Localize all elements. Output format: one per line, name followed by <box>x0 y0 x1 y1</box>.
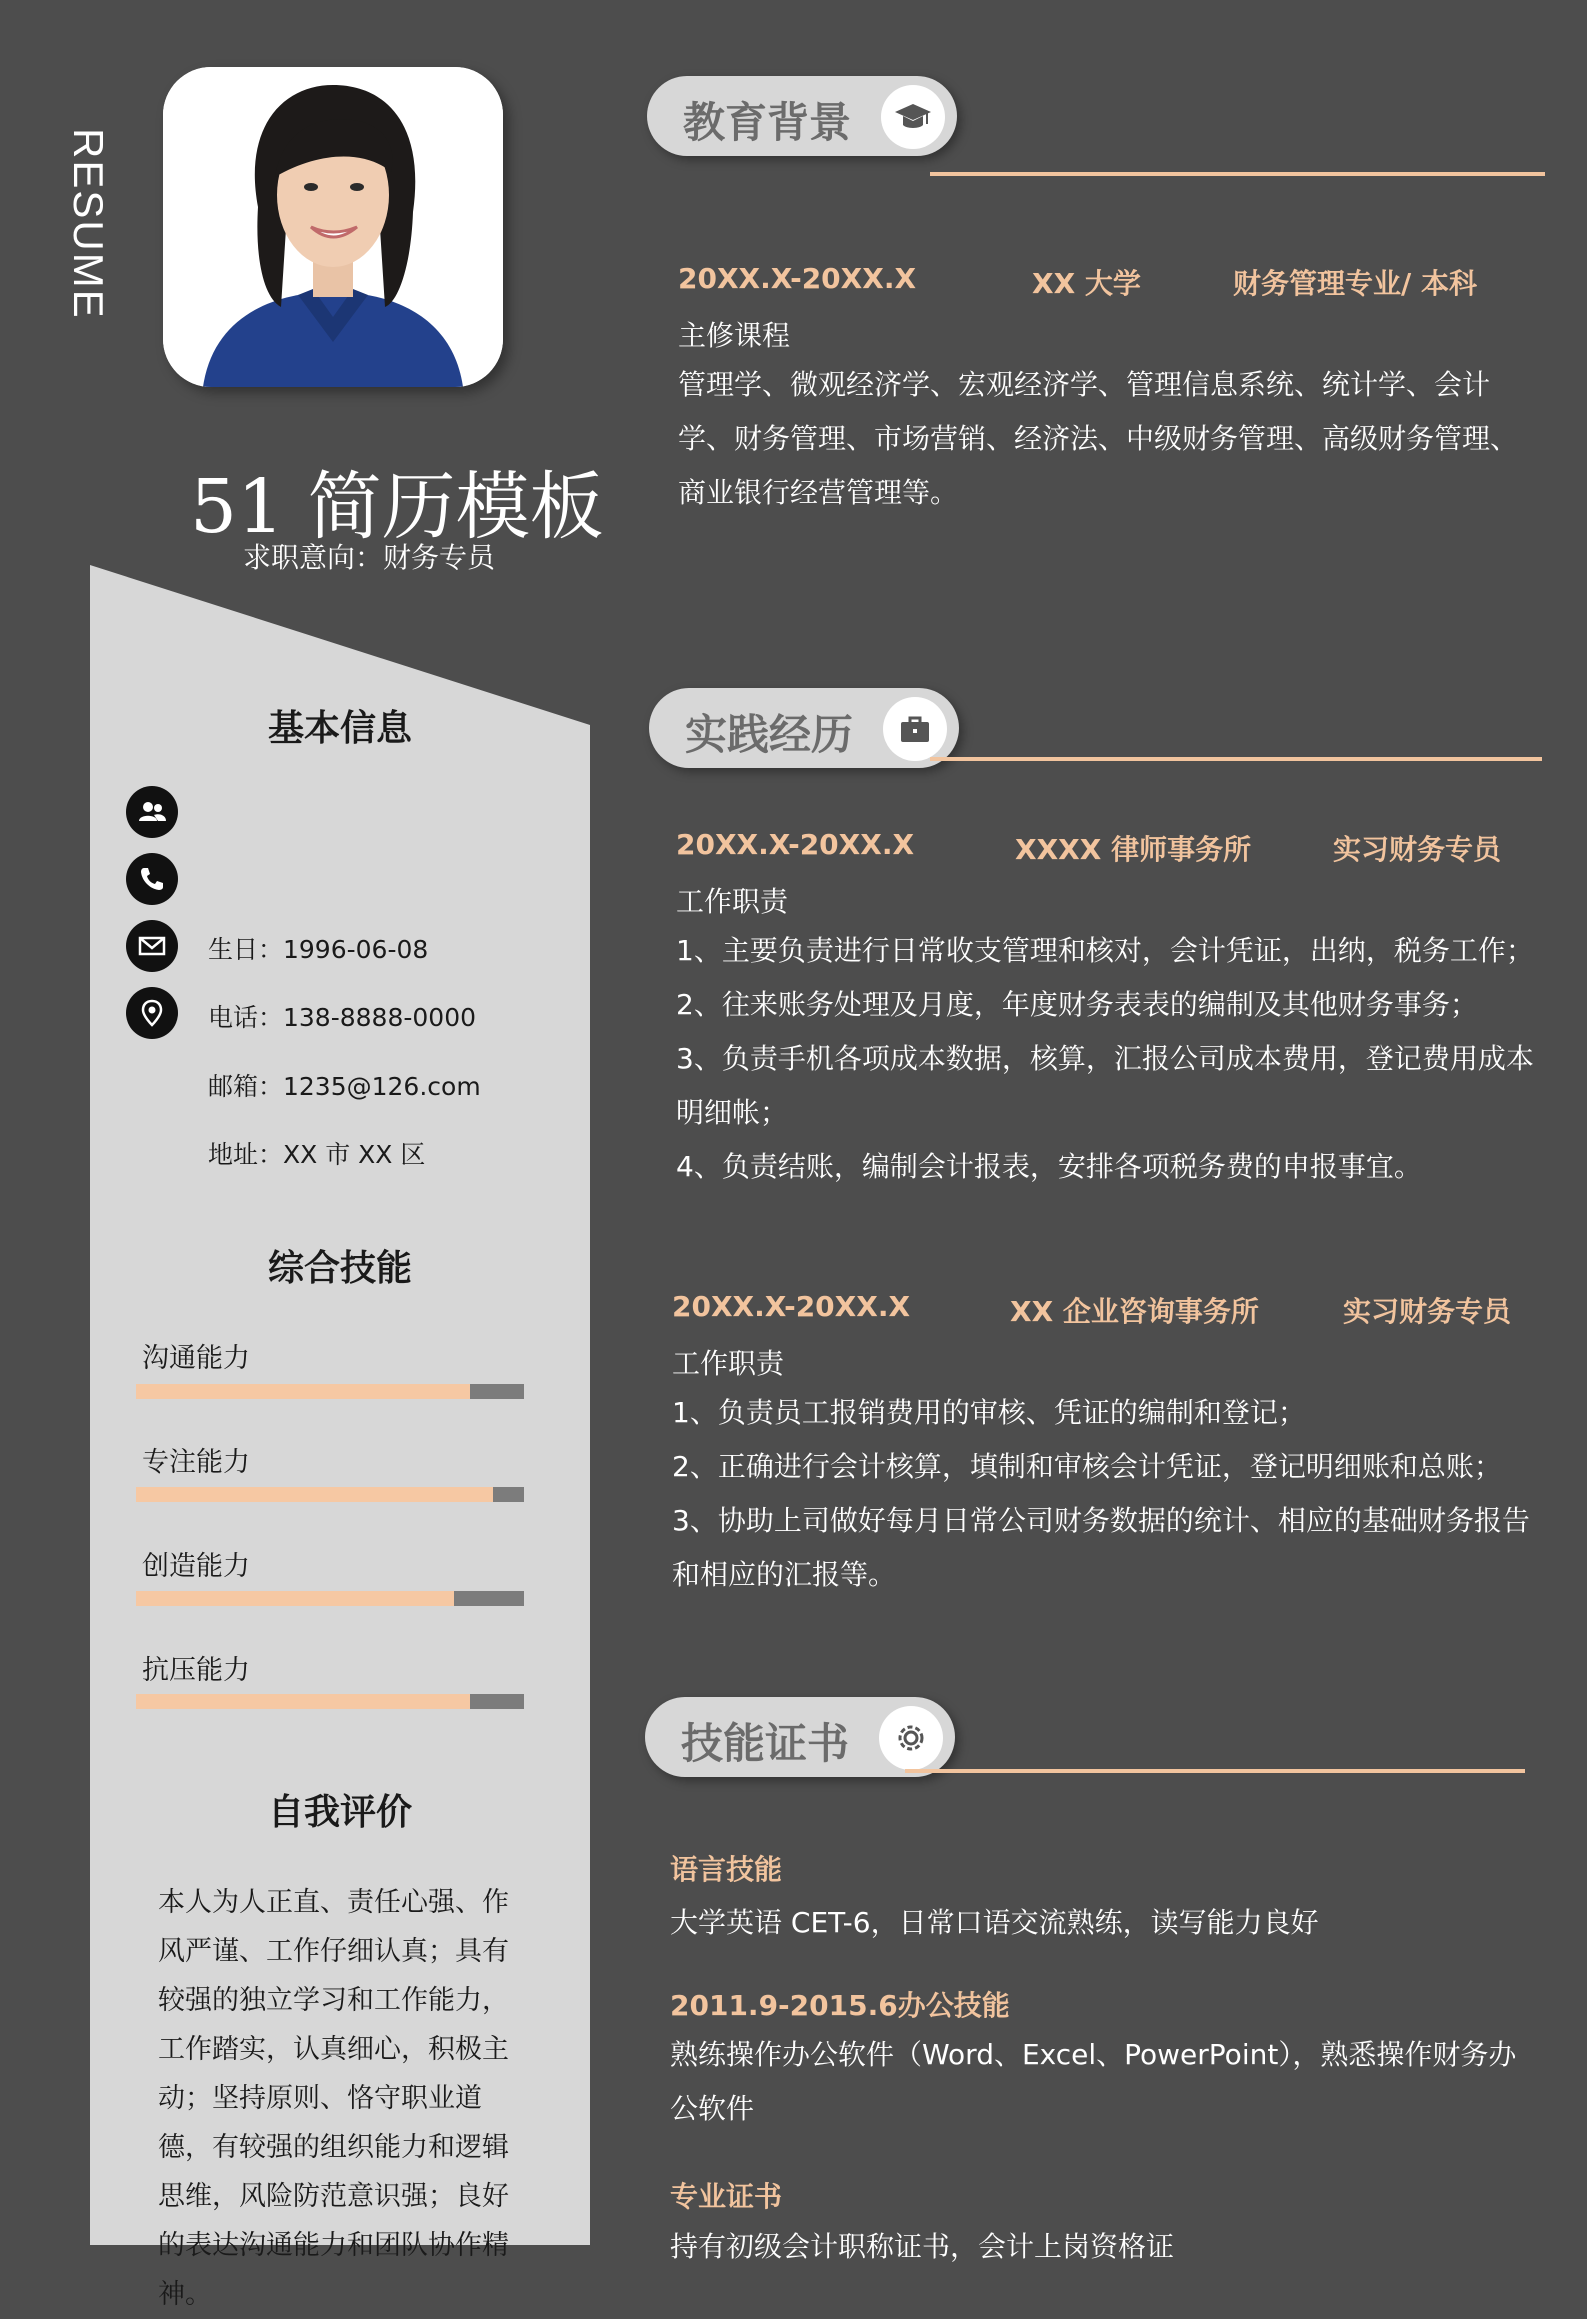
section-title: 教育背景 <box>683 98 852 147</box>
section-divider <box>905 1769 1525 1773</box>
certificates-header <box>645 1697 955 1777</box>
edu-school: XX 大学 <box>1032 267 1141 300</box>
duty-item: 3、负责手机各项成本数据，核算，汇报公司成本费用，登记费用成本明细帐； <box>676 1042 1534 1129</box>
skill-label: 沟通能力 <box>142 1343 250 1374</box>
phone-field: 电话：138-8888-0000 <box>208 1003 477 1032</box>
skill-bar-fill <box>136 1591 454 1606</box>
basic-info-title: 基本信息 <box>267 708 412 749</box>
pro-cert-text: 持有初级会计职称证书，会计上岗资格证 <box>670 2230 1175 2263</box>
profile-photo <box>163 67 503 387</box>
mail-icon <box>126 920 178 972</box>
edu-period: 20XX.X-20XX.X <box>678 262 917 295</box>
language-title: 语言技能 <box>670 1853 783 1886</box>
exp-role: 实习财务专员 <box>1343 1295 1512 1328</box>
office-title: 2011.9-2015.6办公技能 <box>670 1989 1010 2022</box>
address-field: 地址：XX 市 XX 区 <box>208 1140 426 1169</box>
duty-item: 2、往来账务处理及月度，年度财务表表的编制及其他财务事务； <box>676 988 1478 1021</box>
edu-major: 财务管理专业/ 本科 <box>1233 267 1477 300</box>
section-divider <box>930 172 1545 176</box>
skill-bar <box>136 1384 524 1399</box>
birthday-field: 生日：1996-06-08 <box>208 935 429 964</box>
self-eval-text: 本人为人正直、责任心强、作风严谨、工作仔细认真；具有较强的独立学习和工作能力，工作踏实，认真细心，积极主动；坚持原则、恪守职业道德，有较强的组织能力和逻辑思维，风险防范意识强；良好的表达沟通能力和团队协作精神。 <box>158 1887 509 2310</box>
section-title: 技能证书 <box>681 1719 850 1768</box>
courses-text: 管理学、微观经济学、宏观经济学、管理信息系统、统计学、会计学、财务管理、市场营销、经济法、中级财务管理、高级财务管理、商业银行经营管理等。 <box>678 368 1519 509</box>
gear-icon <box>879 1706 943 1770</box>
job-intent: 求职意向：财务专员 <box>243 541 496 574</box>
user-icon <box>126 786 178 838</box>
skills-title: 综合技能 <box>267 1248 412 1289</box>
section-title: 实践经历 <box>685 710 854 759</box>
duty-item: 4、负责结账，编制会计报表，安排各项税务费的申报事宜。 <box>676 1150 1422 1183</box>
skill-bar-fill <box>136 1694 470 1709</box>
exp-org: XX 企业咨询事务所 <box>1010 1295 1259 1328</box>
section-divider <box>930 757 1542 761</box>
duty-label: 工作职责 <box>676 885 789 918</box>
exp-period: 20XX.X-20XX.X <box>676 828 915 861</box>
office-text: 熟练操作办公软件（Word、Excel、PowerPoint），熟悉操作财务办公软件 <box>670 2038 1517 2125</box>
duty-list <box>676 924 1546 1194</box>
skill-bar-fill <box>136 1487 493 1502</box>
briefcase-icon <box>883 697 947 761</box>
courses-label: 主修课程 <box>678 319 791 352</box>
email-field: 邮箱：1235@126.com <box>208 1072 481 1101</box>
exp-role: 实习财务专员 <box>1333 833 1502 866</box>
duty-item: 2、正确进行会计核算，填制和审核会计凭证，登记明细账和总账； <box>672 1450 1502 1483</box>
location-icon <box>126 987 178 1039</box>
experience-header <box>649 688 959 768</box>
skill-bar-fill <box>136 1384 470 1399</box>
pro-cert-title: 专业证书 <box>670 2180 783 2213</box>
duty-label: 工作职责 <box>672 1347 785 1380</box>
language-text: 大学英语 CET-6，日常口语交流熟练，读写能力良好 <box>670 1906 1319 1939</box>
exp-org: XXXX 律师事务所 <box>1015 833 1252 866</box>
skill-label: 创造能力 <box>142 1551 250 1582</box>
exp-period: 20XX.X-20XX.X <box>672 1290 911 1323</box>
skill-bar <box>136 1591 524 1606</box>
duty-item: 1、主要负责进行日常收支管理和核对，会计凭证，出纳，税务工作； <box>676 934 1534 967</box>
skill-label: 抗压能力 <box>142 1655 250 1686</box>
skill-bar <box>136 1694 524 1709</box>
education-header <box>647 76 957 156</box>
resume-vertical-label: RESUME <box>65 128 112 320</box>
self-eval-title: 自我评价 <box>267 1792 412 1833</box>
skill-label: 专注能力 <box>142 1447 250 1478</box>
graduation-cap-icon <box>881 85 945 149</box>
candidate-name: 51 简历模板 <box>190 464 604 550</box>
skill-bar <box>136 1487 524 1502</box>
duty-item: 1、负责员工报销费用的审核、凭证的编制和登记； <box>672 1396 1306 1429</box>
phone-icon <box>126 853 178 905</box>
duty-item: 3、协助上司做好每月日常公司财务数据的统计、相应的基础财务报告和相应的汇报等。 <box>672 1504 1530 1591</box>
duty-list <box>672 1386 1544 1602</box>
